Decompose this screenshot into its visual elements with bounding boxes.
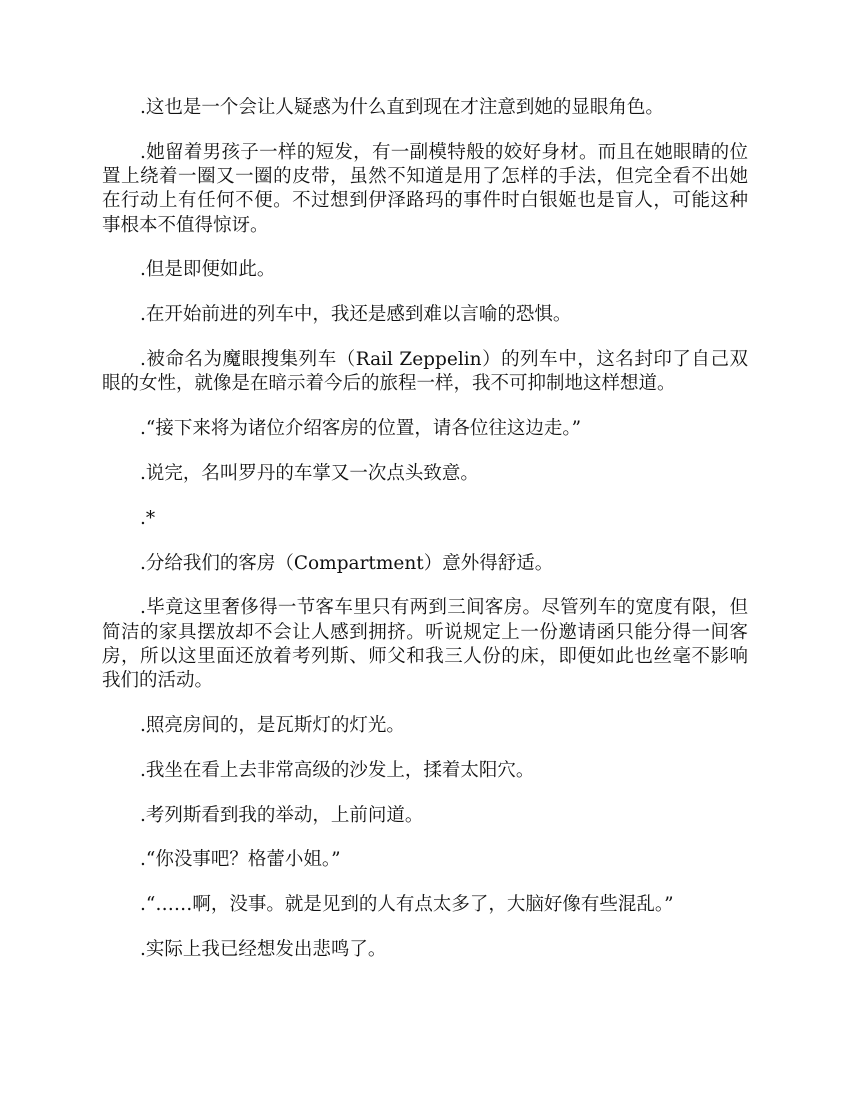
document-page: [102, 96, 748, 983]
paragraph: .我坐在看上去非常高级的沙发上，揉着太阳穴。: [140, 759, 535, 781]
paragraph: .在开始前进的列车中，我还是感到难以言喻的恐惧。: [140, 304, 572, 326]
paragraph: .说完，名叫罗丹的车掌又一次点头致意。: [140, 462, 479, 484]
paragraph: .“你没事吧？格蕾小姐。”: [140, 849, 341, 871]
paragraph: .毕竟这里奢侈得一节客车里只有两到三间客房。尽管列车的宽度有限，但简洁的家具摆放却不会让人感到拥挤。听说规定上一份邀请函只能分得一间客房，所以这里面还放着考列斯、师父和我三人份的床，即便如此也丝毫不影响我们的活动。: [102, 597, 748, 692]
paragraph: .这也是一个会让人疑惑为什么直到现在才注意到她的显眼角色。: [140, 97, 664, 118]
paragraph: .实际上我已经想发出悲鸣了。: [140, 939, 387, 961]
paragraph: .“接下来将为诸位介绍客房的位置，请各位往这边走。”: [140, 418, 582, 440]
paragraph: .照亮房间的，是瓦斯灯的灯光。: [140, 715, 405, 737]
paragraph: .考列斯看到我的举动，上前问道。: [140, 804, 424, 826]
paragraph: .但是即便如此。: [140, 259, 276, 281]
paragraph: .“……啊，没事。就是见到的人有点太多了，大脑好像有些混乱。”: [140, 894, 674, 916]
paragraph: .被命名为魔眼搜集列车（Rail Zeppelin）的列车中，这名封印了自己双眼的女性，就像是在暗示着今后的旅程一样，我不可抑制地这样想道。: [102, 349, 748, 395]
paragraph: .分给我们的客房（Compartment）意外得舒适。: [140, 552, 554, 574]
paragraph: .*: [140, 507, 156, 529]
paragraph: .她留着男孩子一样的短发，有一副模特般的姣好身材。而且在她眼睛的位置上绕着一圈又一圈的皮带，虽然不知道是用了怎样的手法，但完全看不出她在行动上有任何不便。不过想到伊泽路玛的事件时白银姬也是盲人，可能这种事根本不值得惊讶。: [102, 141, 748, 236]
